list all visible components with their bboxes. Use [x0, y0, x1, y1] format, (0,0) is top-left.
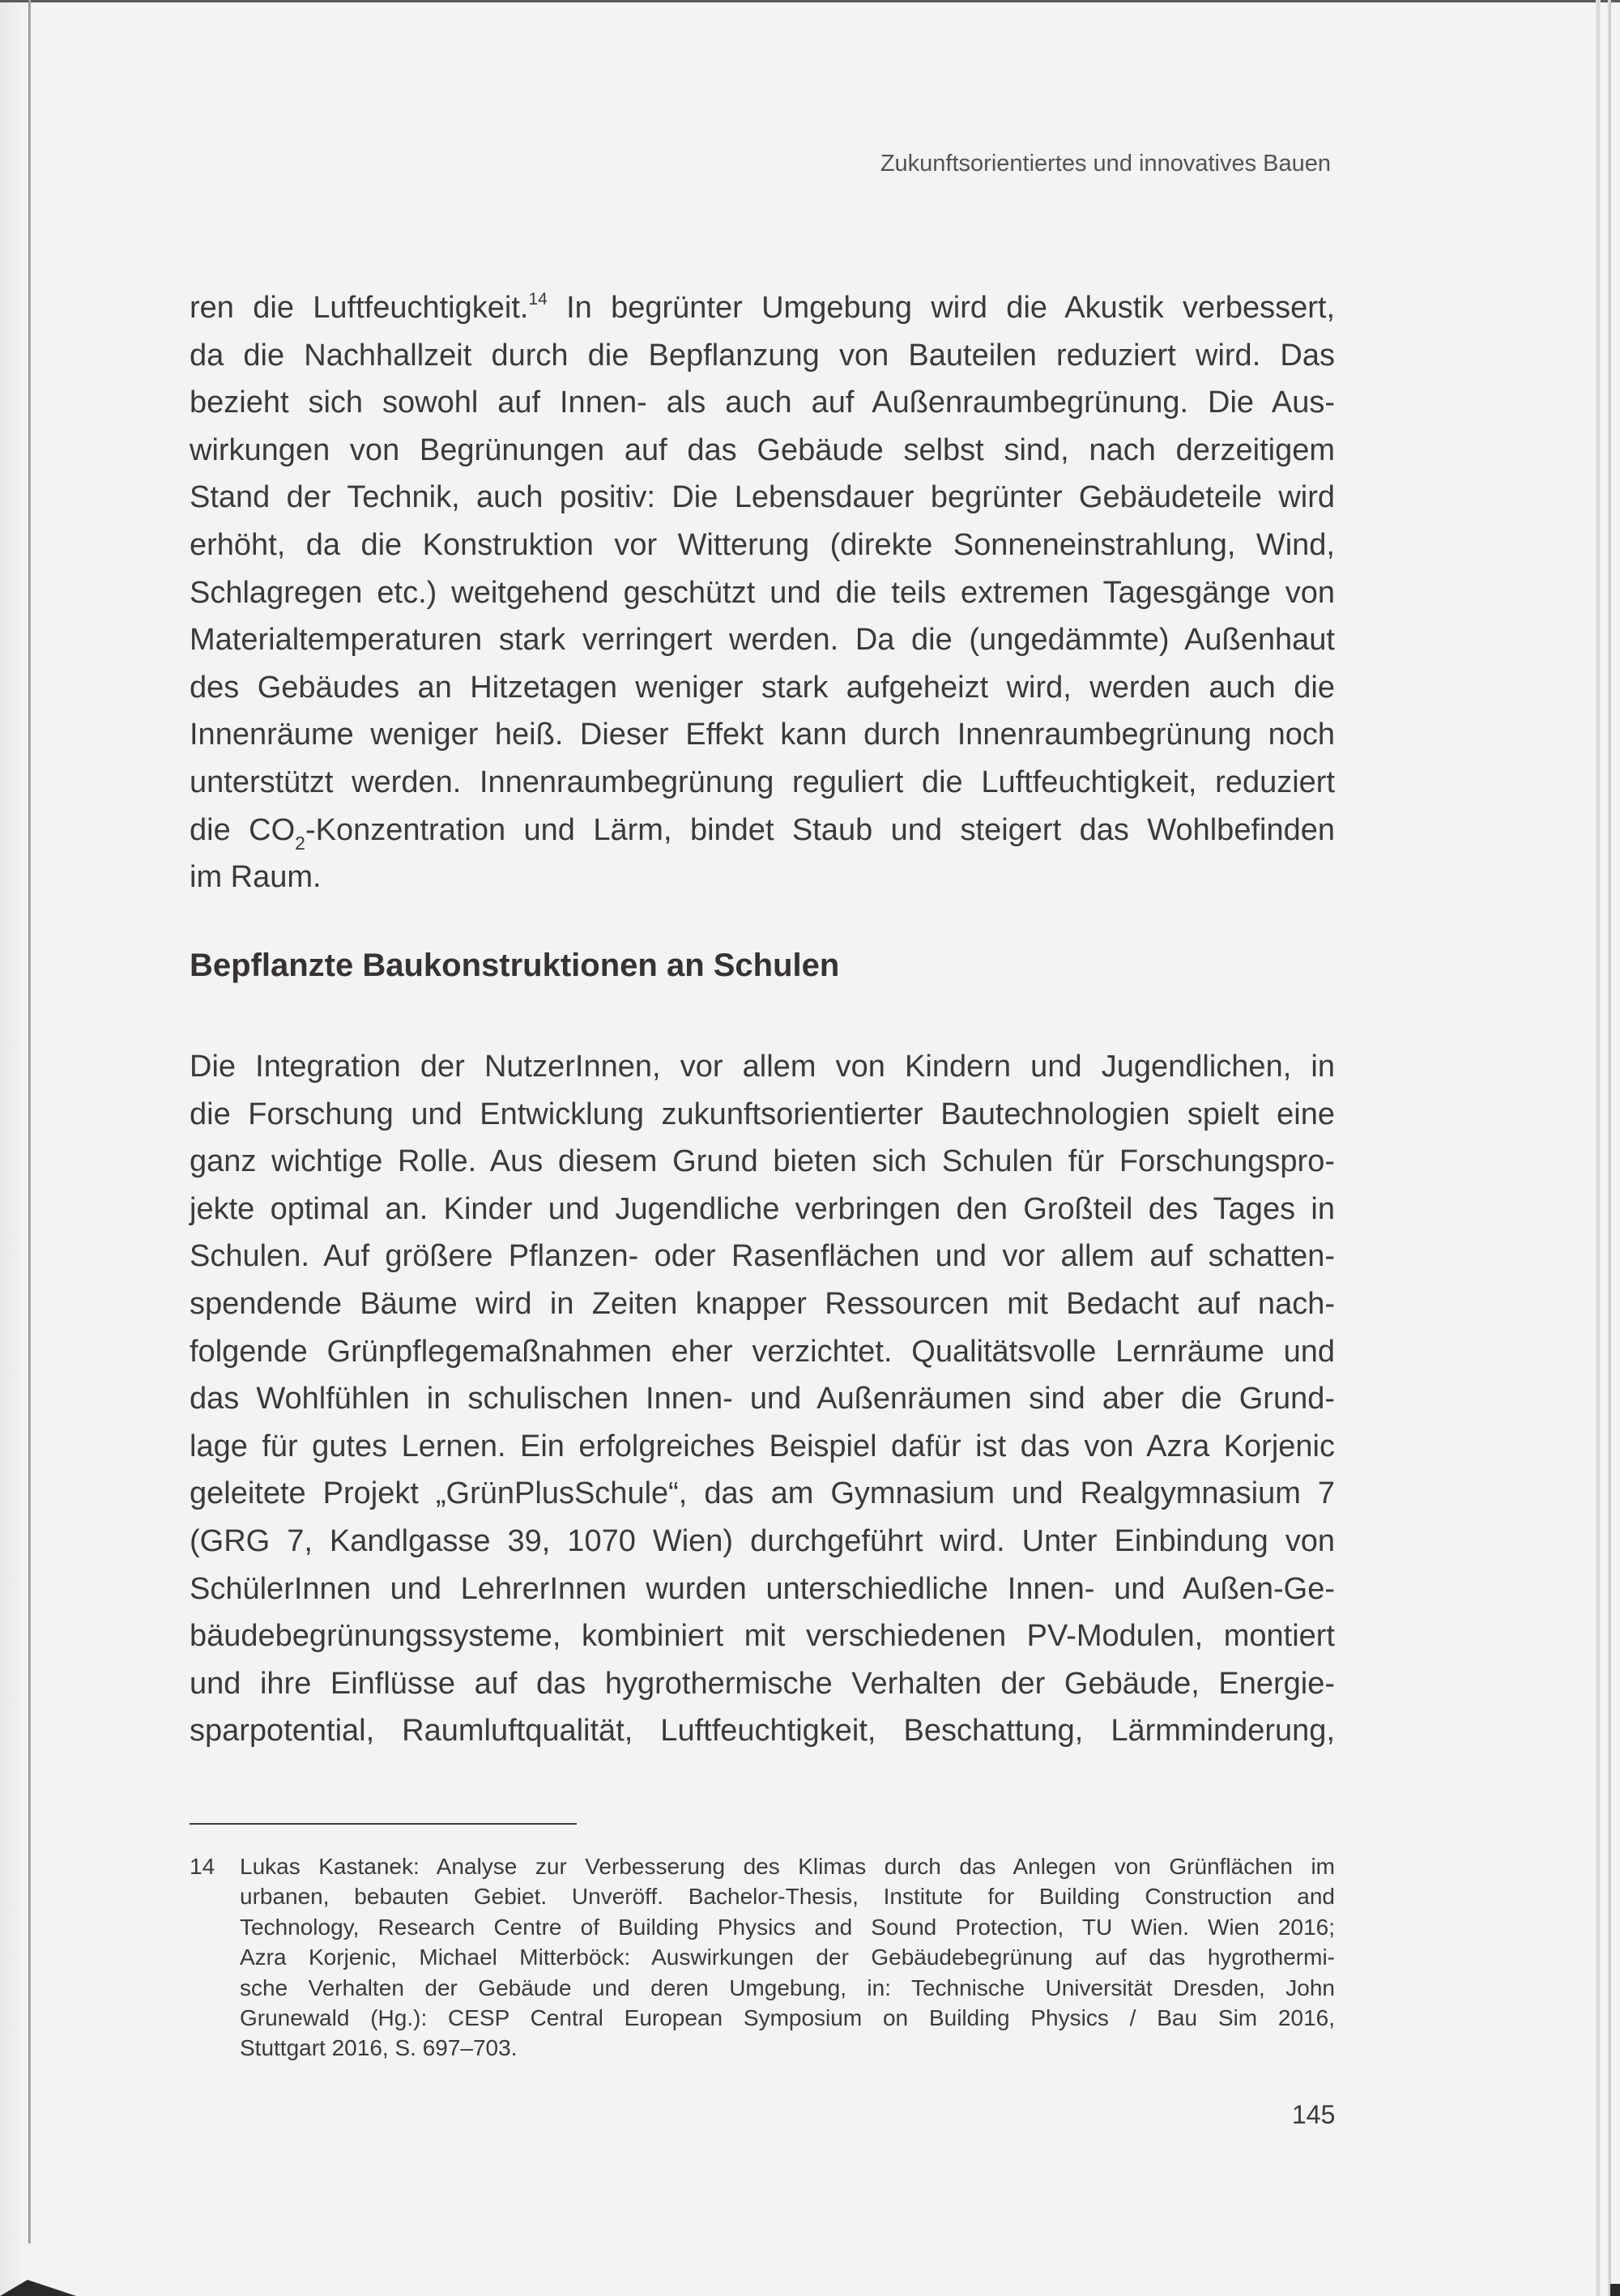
- paragraph-line: im Raum.: [190, 860, 322, 895]
- paragraph-line: da die Nachhallzeit durch die Bepflanzung von Bauteilen reduziert wird. Das: [190, 338, 1335, 373]
- footnote-line: Technology, Research Centre of Building Physics and Sound Protection, TU Wien. Wien 2016;: [240, 1914, 1335, 1940]
- paragraph-line: Schlagregen etc.) weitgehend geschützt und die teils extremen Tagesgänge von: [190, 575, 1335, 610]
- page-number: 145: [1292, 2100, 1336, 2129]
- paragraph-line: spendende Bäume wird in Zeiten knapper Ressourcen mit Bedacht auf nach-: [190, 1286, 1335, 1321]
- paragraph-line: unterstützt werden. Innenraumbegrünung reguliert die Luftfeuchtigkeit, reduziert: [190, 765, 1335, 799]
- subscript-2: 2: [295, 832, 305, 854]
- footnote-line: Azra Korjenic, Michael Mitterböck: Auswirkungen der Gebäudebegrünung auf das hygrothermi-: [240, 1945, 1335, 1970]
- paragraph-line: und ihre Einflüsse auf das hygrothermische Verhalten der Gebäude, Energie-: [190, 1666, 1335, 1701]
- footnote-reference-14[interactable]: 14: [528, 290, 548, 309]
- paragraph-1: [190, 284, 1335, 901]
- paragraph-line: (GRG 7, Kandlgasse 39, 1070 Wien) durchgeführt wird. Unter Einbindung von: [190, 1523, 1335, 1558]
- paragraph-line: wirkungen von Begrünungen auf das Gebäude selbst sind, nach derzeitigem: [190, 432, 1335, 467]
- paragraph-line: folgende Grünpflegemaßnahmen eher verzichtet. Qualitätsvolle Lernräume und: [190, 1334, 1335, 1369]
- page-right-edge: [1596, 0, 1601, 2296]
- page-bottom-right-corner-shadow: [1610, 2284, 1620, 2296]
- footnote-line: Grunewald (Hg.): CESP Central European Symposium on Building Physics / Bau Sim 2016,: [240, 2004, 1335, 2030]
- paragraph-line: ganz wichtige Rolle. Aus diesem Grund bieten sich Schulen für Forschungspro-: [190, 1144, 1335, 1179]
- paragraph-line: Stand der Technik, auch positiv: Die Lebensdauer begrünter Gebäudeteile wird: [190, 480, 1335, 515]
- paragraph-line: erhöht, da die Konstruktion vor Witterung (direkte Sonneneinstrahlung, Wind,: [190, 527, 1335, 562]
- page-stack-edge: [1608, 0, 1611, 2296]
- page-top-edge: [0, 0, 1620, 2]
- paragraph-line: Die Integration der NutzerInnen, vor allem von Kindern und Jugendlichen, in: [190, 1050, 1335, 1084]
- footnote-line: urbanen, bebauten Gebiet. Unveröff. Bachelor-Thesis, Institute for Building Construction and: [240, 1884, 1335, 1910]
- paragraph-line: jekte optimal an. Kinder und Jugendliche verbringen den Großteil des Tages in: [190, 1191, 1335, 1226]
- paragraph-line: Materialtemperaturen stark verringert werden. Da die (ungedämmte) Außenhaut: [190, 623, 1335, 658]
- paragraph-line: die $CO_2$-Konzentration und Lärm, bindet Staub und steigert das Wohlbefinden: [190, 812, 1335, 854]
- page-bottom-left-corner-shadow: [0, 2280, 76, 2296]
- paragraph-line: geleitete Projekt „GrünPlusSchule“, das am Gymnasium und Realgymnasium 7: [190, 1476, 1335, 1511]
- paragraph-line: ren die Luftfeuchtigkeit.$^{14}$ In begrünter Umgebung wird die Akustik verbessert,: [190, 290, 1335, 325]
- paragraph-line: des Gebäudes an Hitzetagen weniger stark aufgeheizt wird, werden auch die: [190, 670, 1335, 705]
- footnote-separator-rule: [190, 1823, 577, 1825]
- paragraph-line: bezieht sich sowohl auf Innen- als auch auf Außenraumbegrünung. Die Aus-: [190, 386, 1335, 420]
- footnote-number: 14: [190, 1854, 215, 1879]
- paragraph-2: [190, 1043, 1335, 1755]
- paragraph-line: die Forschung und Entwicklung zukunftsorientierter Bautechnologien spielt eine: [190, 1097, 1335, 1131]
- footnote-text: [240, 1851, 1335, 2064]
- running-head: Zukunftsorientiertes und innovatives Bauen: [880, 151, 1331, 177]
- book-gutter-line: [28, 0, 31, 2243]
- paragraph-line: sparpotential, Raumluftqualität, Luftfeuchtigkeit, Beschattung, Lärmminderung,: [190, 1714, 1335, 1749]
- footnote-line: Stuttgart 2016, S. 697–703.: [240, 2035, 518, 2061]
- paragraph-line: SchülerInnen und LehrerInnen wurden unterschiedliche Innen- und Außen-Ge-: [190, 1571, 1335, 1606]
- footnote-line: Lukas Kastanek: Analyse zur Verbesserung des Klimas durch das Anlegen von Grünflächen im: [240, 1854, 1335, 1879]
- paragraph-line: Schulen. Auf größere Pflanzen- oder Rasenflächen und vor allem auf schatten-: [190, 1239, 1335, 1274]
- paragraph-line: das Wohlfühlen in schulischen Innen- und Außenräumen sind aber die Grund-: [190, 1382, 1335, 1416]
- section-heading: Bepflanzte Baukonstruktionen an Schulen: [190, 948, 840, 983]
- paragraph-line: bäudebegrünungssysteme, kombiniert mit verschiedenen PV-Modulen, montiert: [190, 1619, 1335, 1654]
- paragraph-line: Innenräume weniger heiß. Dieser Effekt kann durch Innenraumbegrünung noch: [190, 718, 1335, 752]
- footnote-line: sche Verhalten der Gebäude und deren Umgebung, in: Technische Universität Dresden, John: [240, 1974, 1335, 2000]
- paragraph-line: lage für gutes Lernen. Ein erfolgreiches Beispiel dafür ist das von Azra Korjenic: [190, 1429, 1335, 1463]
